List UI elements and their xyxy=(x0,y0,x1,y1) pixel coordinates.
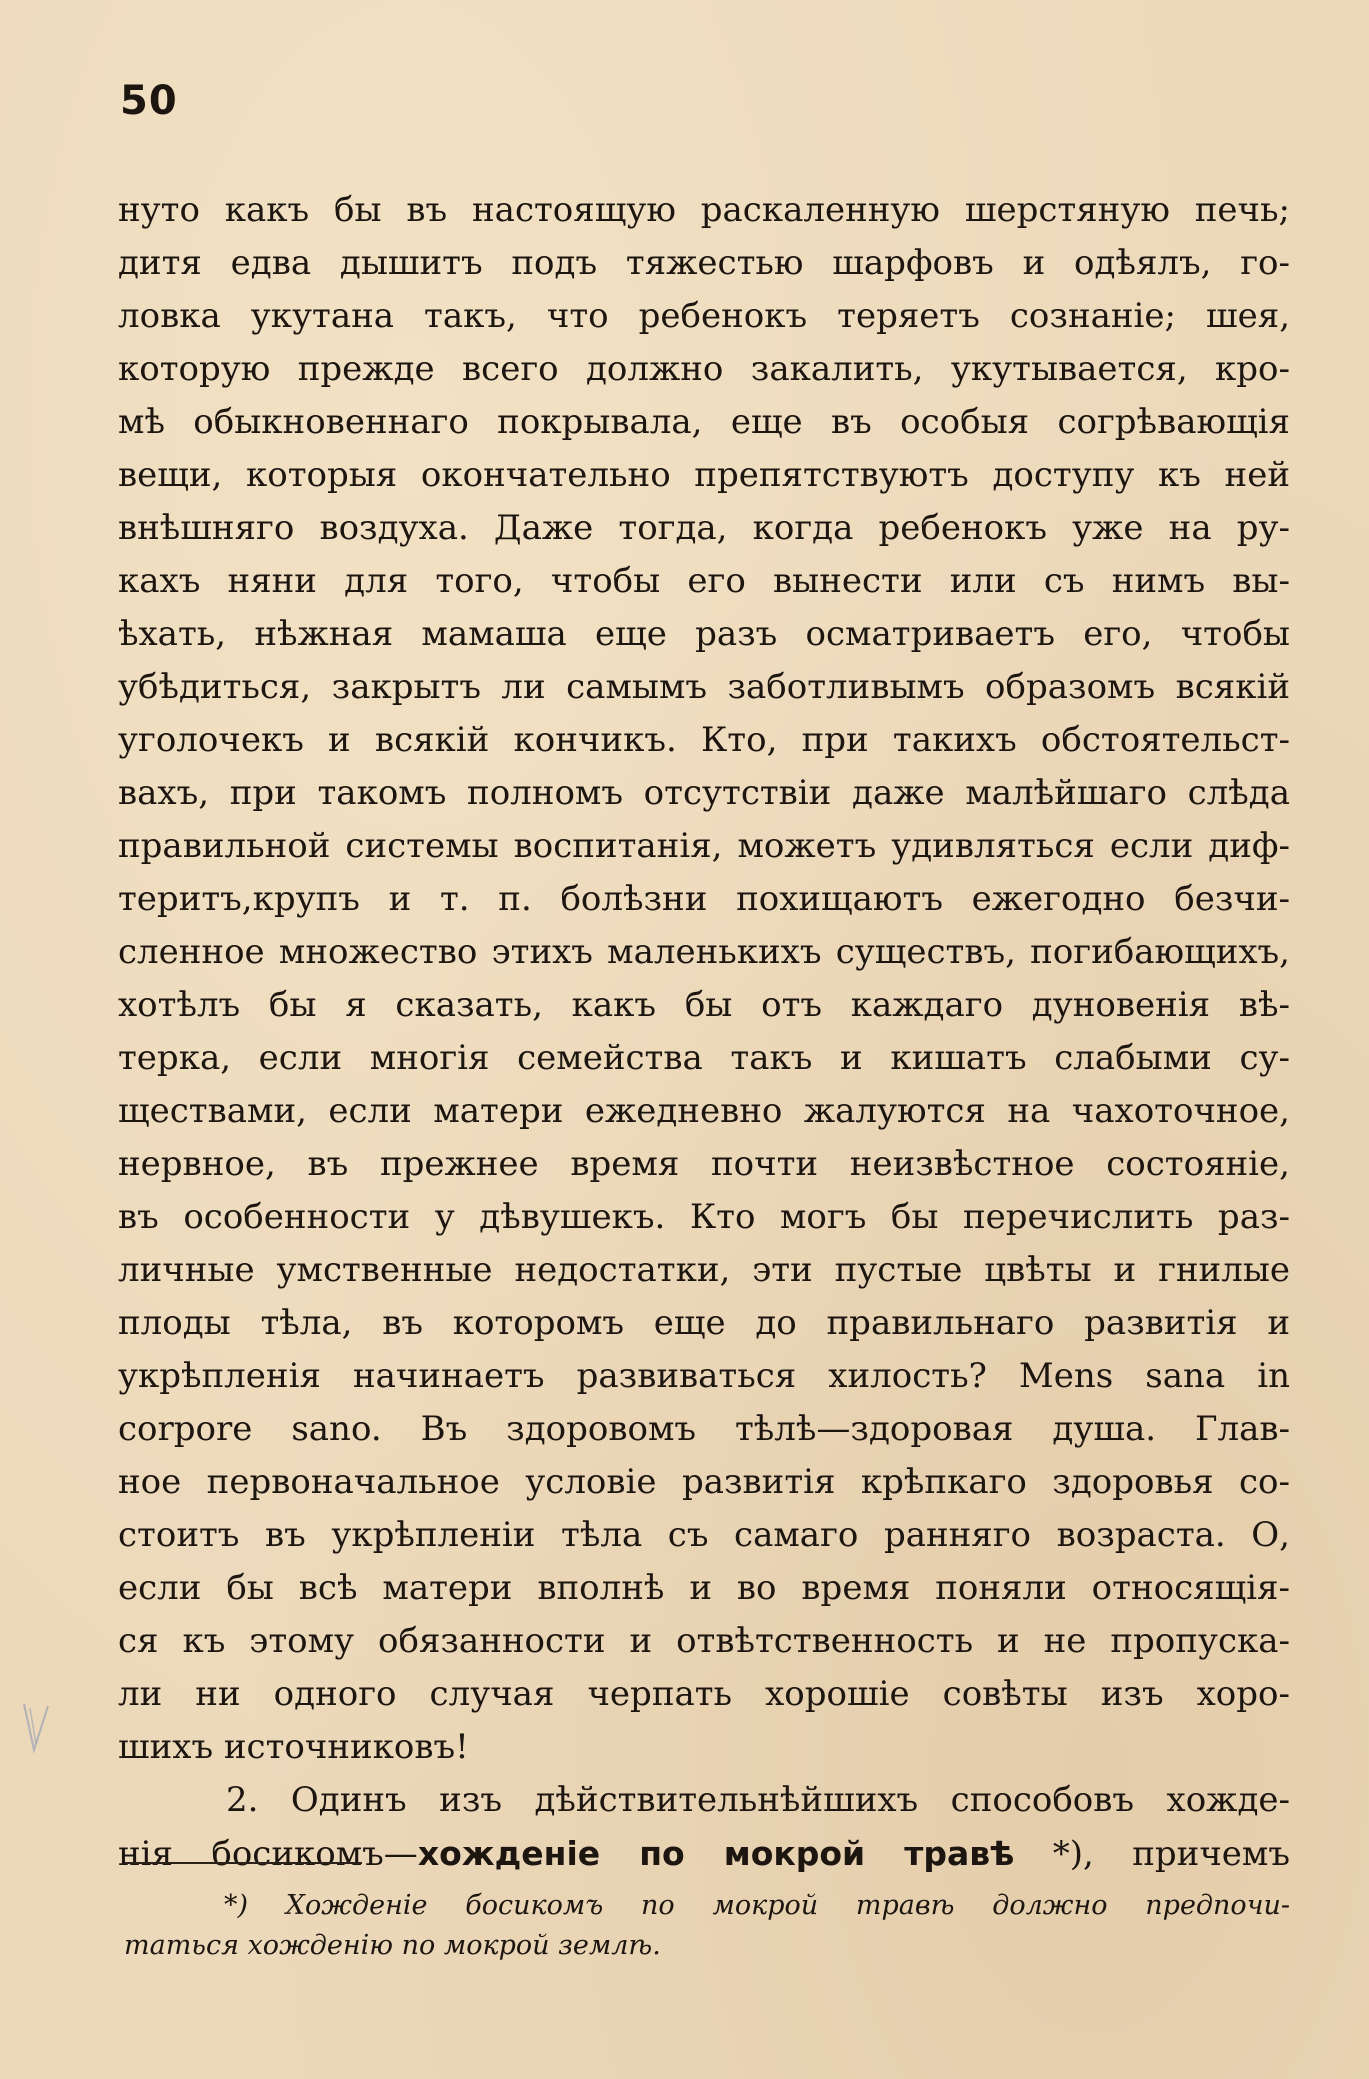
text-line: въ особенности у дѣвушекъ. Кто могъ бы перечислить раз- xyxy=(118,1197,1290,1237)
text-line: ся къ этому обязанности и отвѣтственность и не пропуска- xyxy=(118,1621,1290,1661)
text-line: личные умственные недостатки, эти пустые цвѣты и гнилые xyxy=(118,1250,1290,1290)
main-text xyxy=(118,184,1290,1880)
text-line: убѣдиться, закрытъ ли самымъ заботливымъ образомъ всякій xyxy=(118,667,1290,707)
footnote-divider xyxy=(124,1862,362,1864)
text-line: кахъ няни для того, чтобы его вынести или съ нимъ вы- xyxy=(118,561,1290,601)
paragraph-2-text-end: *), причемъ xyxy=(1014,1834,1290,1874)
footnote-line: *) Хожденіе босикомъ по мокрой травѣ должно предпочи- xyxy=(224,1890,1290,1921)
text-line: стоитъ въ укрѣпленіи тѣла съ самаго ранняго возраста. О, xyxy=(118,1515,1290,1555)
text-line: ловка укутана такъ, что ребенокъ теряетъ сознаніе; шея, xyxy=(118,296,1290,336)
page-number: 50 xyxy=(120,78,178,124)
text-line: сленное множество этихъ маленькихъ существъ, погибающихъ, xyxy=(118,932,1290,972)
text-line: шихъ источниковъ! xyxy=(118,1727,469,1767)
text-line: ществами, если матери ежедневно жалуются на чахоточное, xyxy=(118,1091,1290,1131)
footnote-line: таться хожденію по мокрой землѣ. xyxy=(124,1930,661,1961)
text-line: хотѣлъ бы я сказать, какъ бы отъ каждаго дуновенія вѣ- xyxy=(118,985,1290,1025)
text-line: вахъ, при такомъ полномъ отсутствіи даже малѣйшаго слѣда xyxy=(118,773,1290,813)
text-line: если бы всѣ матери вполнѣ и во время поняли относящія- xyxy=(118,1568,1290,1608)
text-line: укрѣпленія начинаетъ развиваться хилость? Mens sana in xyxy=(118,1356,1290,1396)
margin-pencil-mark xyxy=(20,1700,52,1756)
text-line: терка, если многія семейства такъ и кишатъ слабыми су- xyxy=(118,1038,1290,1078)
paragraph-2-text-start: нія босикомъ— xyxy=(118,1834,418,1874)
text-line: ѣхать, нѣжная мамаша еще разъ осматриваетъ его, чтобы xyxy=(118,614,1290,654)
text-line: уголочекъ и всякій кончикъ. Кто, при такихъ обстоятельст- xyxy=(118,720,1290,760)
text-line: дитя едва дышитъ подъ тяжестью шарфовъ и одѣялъ, го- xyxy=(118,243,1290,283)
text-line: вещи, которыя окончательно препятствуютъ доступу къ ней xyxy=(118,455,1290,495)
text-line: которую прежде всего должно закалить, укутывается, кро- xyxy=(118,349,1290,389)
footnote xyxy=(124,1886,1290,1966)
text-line: ное первоначальное условіе развитія крѣпкаго здоровья со- xyxy=(118,1462,1290,1502)
text-line: теритъ,крупъ и т. п. болѣзни похищаютъ ежегодно безчи- xyxy=(118,879,1290,919)
text-line: правильной системы воспитанія, можетъ удивляться если диф- xyxy=(118,826,1290,866)
paragraph-2-second-line xyxy=(118,1827,1290,1880)
text-line: мѣ обыкновеннаго покрывала, еще въ особыя согрѣвающія xyxy=(118,402,1290,442)
text-line: ли ни одного случая черпать хорошіе совѣты изъ хоро- xyxy=(118,1674,1290,1714)
text-line: corpore sano. Въ здоровомъ тѣлѣ—здоровая душа. Глав- xyxy=(118,1409,1290,1449)
emphasis-walking-on-wet-grass: хожденіе по мокрой травѣ xyxy=(417,1834,1015,1873)
text-line: внѣшняго воздуха. Даже тогда, когда ребенокъ уже на ру- xyxy=(118,508,1290,548)
text-line: нуто какъ бы въ настоящую раскаленную шерстяную печь; xyxy=(118,190,1290,230)
paragraph-2-first-line: 2. Одинъ изъ дѣйствительнѣйшихъ способовъ хожде- xyxy=(226,1780,1290,1820)
text-line: плоды тѣла, въ которомъ еще до правильнаго развитія и xyxy=(118,1303,1290,1343)
text-line: нервное, въ прежнее время почти неизвѣстное состояніе, xyxy=(118,1144,1290,1184)
